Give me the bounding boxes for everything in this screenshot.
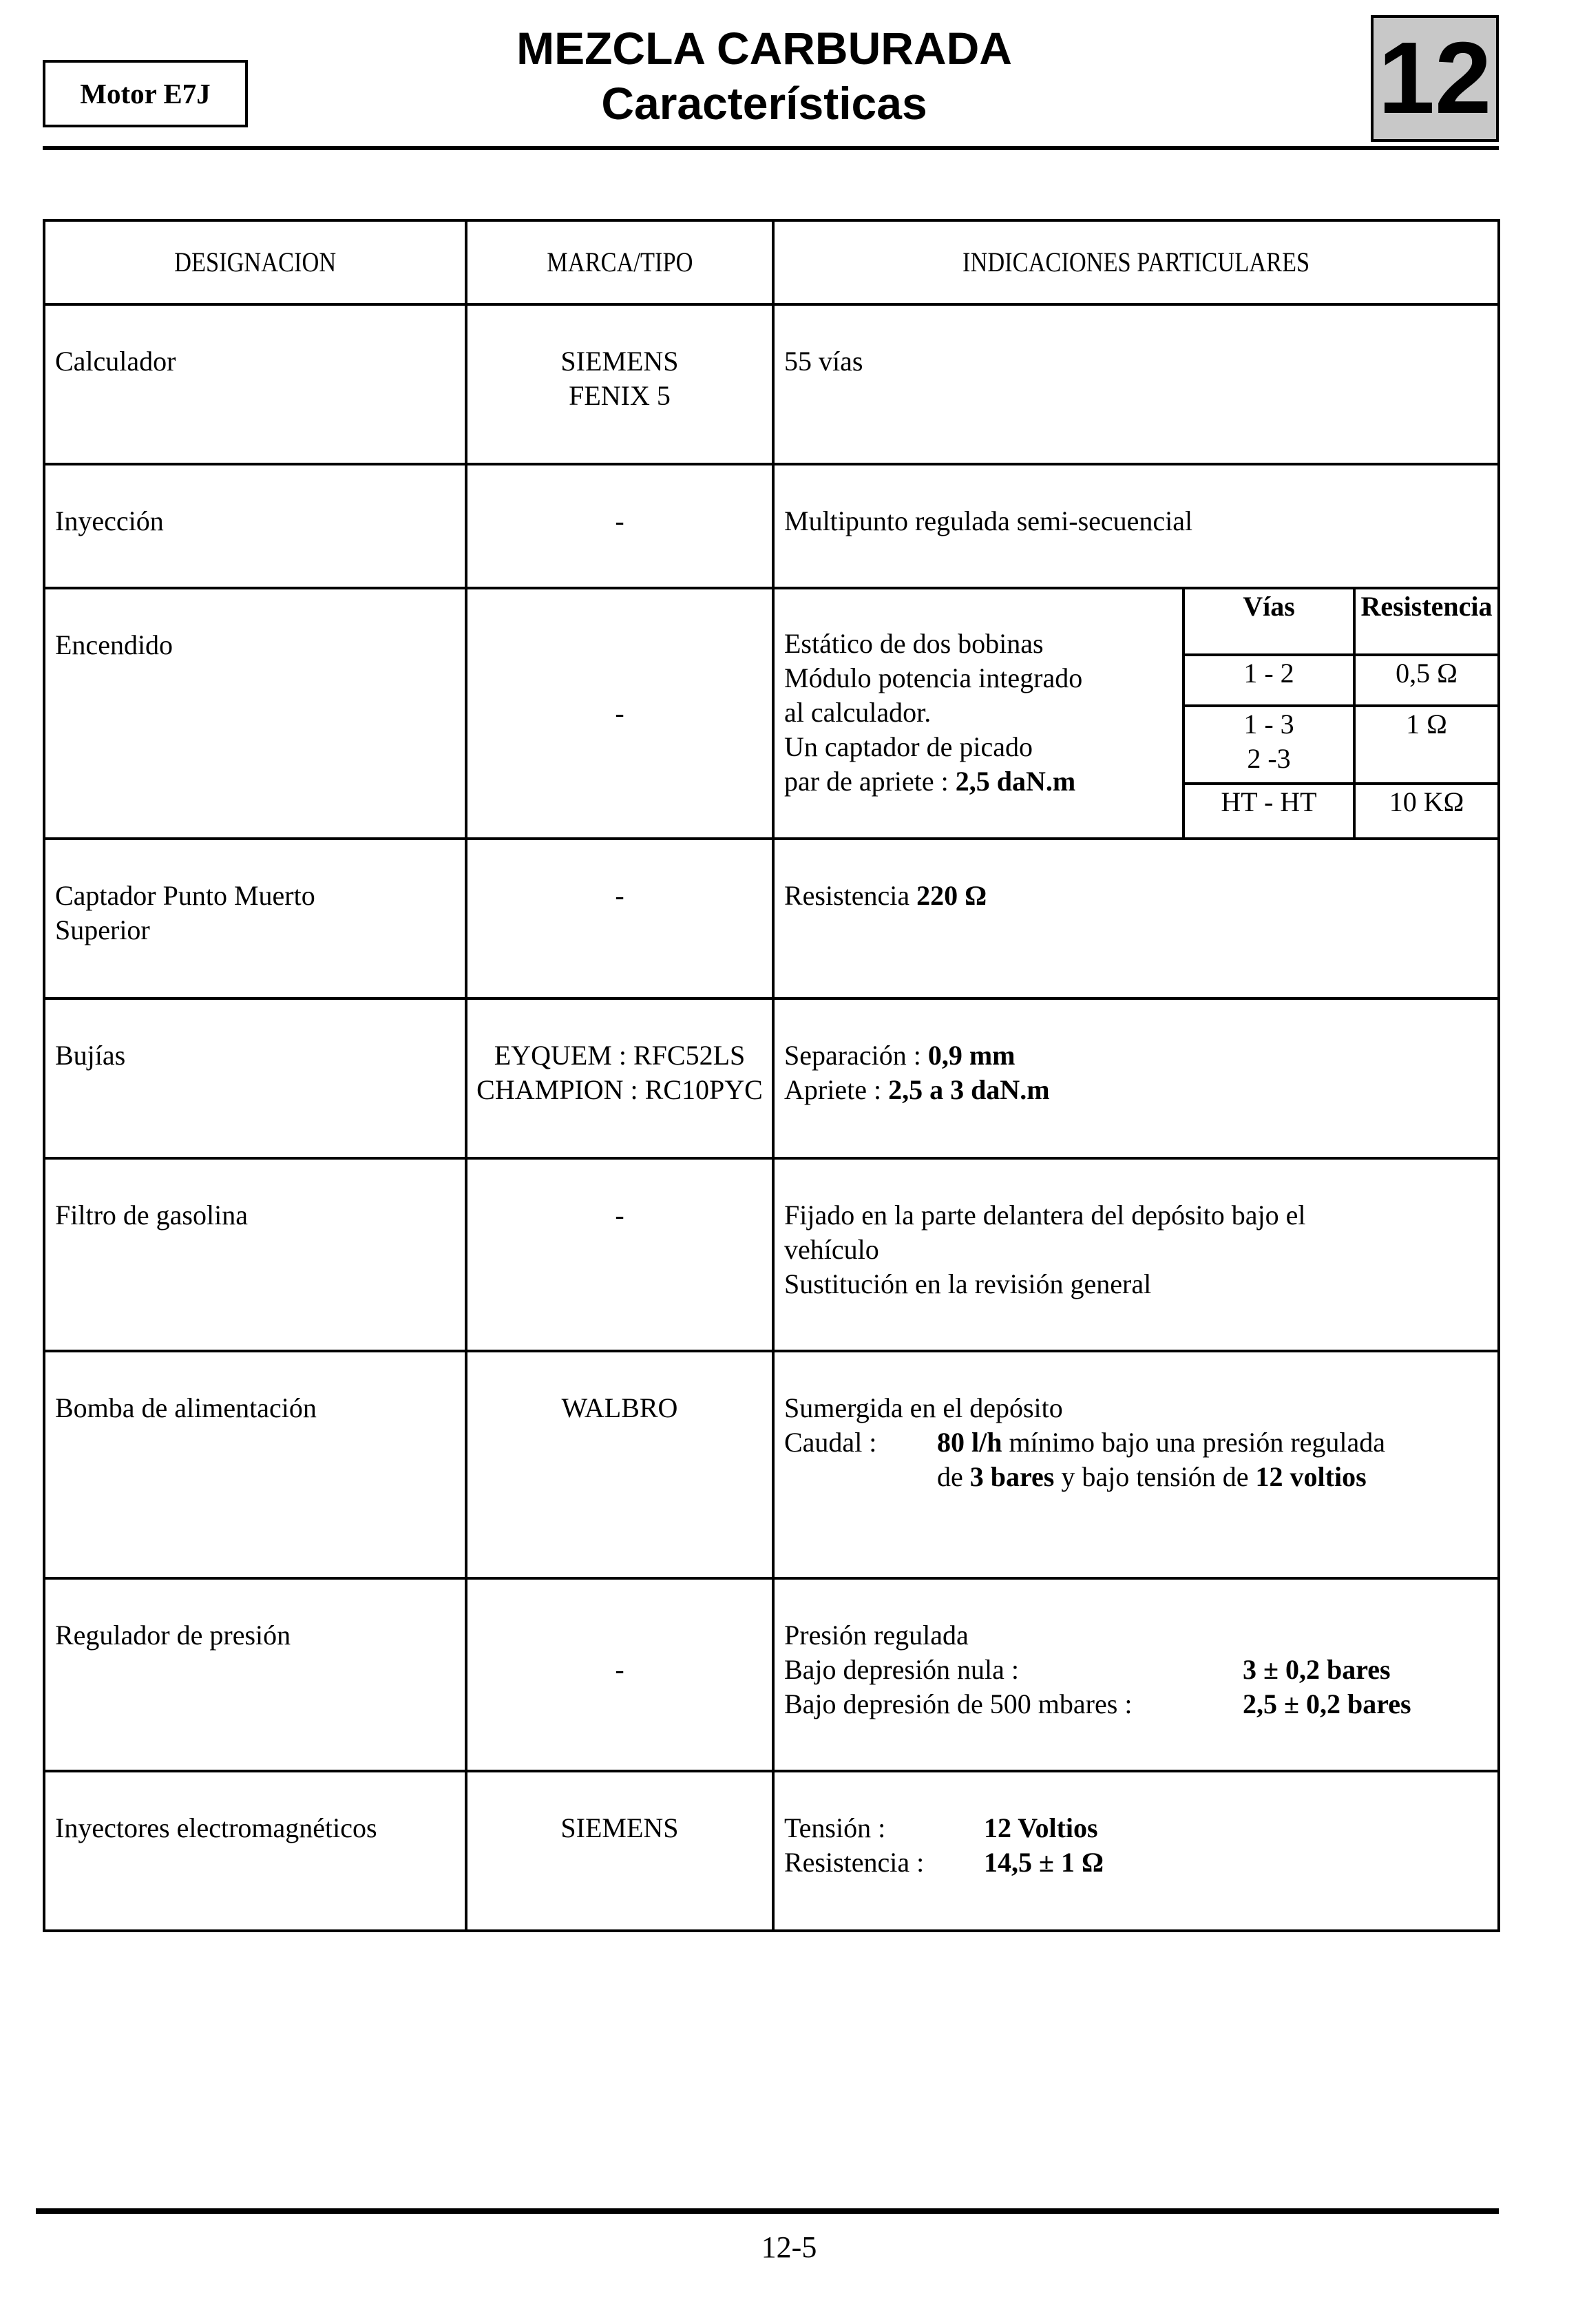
- column-header-designation: DESIGNACION: [44, 220, 466, 304]
- designation-cell: Encendido: [44, 588, 466, 839]
- resistance-row: 1 - 2 0,5 Ω: [1184, 655, 1499, 706]
- resistance-row: 1 - 3 2 -3 1 Ω: [1184, 706, 1499, 784]
- brand-cell: -: [466, 839, 773, 998]
- designation-cell: Inyección: [44, 464, 466, 588]
- column-header-details: INDICACIONES PARTICULARES: [773, 220, 1499, 304]
- table-header-row: [44, 220, 1499, 304]
- brand-cell: -: [466, 1158, 773, 1351]
- coil-resistance-table: [1182, 587, 1500, 840]
- designation-cell: Inyectores electromagnéticos: [44, 1771, 466, 1931]
- brand-cell: SIEMENS FENIX 5: [466, 304, 773, 464]
- chapter-number: 12: [1371, 15, 1499, 142]
- table-row-bomba: [44, 1351, 1499, 1578]
- designation-cell: Calculador: [44, 304, 466, 464]
- resistance-header: Resistencia: [1354, 588, 1499, 655]
- header-divider: [43, 146, 1499, 150]
- title-line-1: MEZCLA CARBURADA: [516, 23, 1012, 74]
- table-row-filtro: [44, 1158, 1499, 1351]
- details-cell: Resistencia 220 Ω: [773, 839, 1499, 998]
- ignition-description: Estático de dos bobinas Módulo potencia integrado al calculador. Un captador de picado par de apriete : 2,5 daN.m: [784, 628, 1083, 797]
- table-row-inyectores: [44, 1771, 1499, 1931]
- brand-cell: -: [466, 588, 773, 839]
- footer-divider: [36, 2208, 1499, 2214]
- brand-cell: WALBRO: [466, 1351, 773, 1578]
- table-row-regulador: [44, 1578, 1499, 1771]
- column-header-brand: MARCA/TIPO: [466, 220, 773, 304]
- page-title: [386, 21, 1143, 131]
- brand-cell: EYQUEM : RFC52LS CHAMPION : RC10PYC: [466, 998, 773, 1158]
- table-row-bujias: [44, 998, 1499, 1158]
- details-cell: Sumergida en el depósito Caudal : 80 l/h mínimo bajo una presión regulada de 3 bares y bajo tensión de 12 voltios: [773, 1351, 1499, 1578]
- title-line-2: Características: [601, 78, 927, 129]
- resistance-header-row: [1184, 588, 1499, 655]
- vias-header: Vías: [1184, 588, 1354, 655]
- designation-cell: Bujías: [44, 998, 466, 1158]
- table-row-inyeccion: [44, 464, 1499, 588]
- details-cell: Multipunto regulada semi-secuencial: [773, 464, 1499, 588]
- designation-cell: Regulador de presión: [44, 1578, 466, 1771]
- details-cell: Tensión : 12 Voltios Resistencia : 14,5 ± 1 Ω: [773, 1771, 1499, 1931]
- designation-cell: Captador Punto Muerto Superior: [44, 839, 466, 998]
- designation-cell: Filtro de gasolina: [44, 1158, 466, 1351]
- table-row-calculador: [44, 304, 1499, 464]
- details-cell: [773, 588, 1499, 839]
- table-row-encendido: [44, 588, 1499, 839]
- details-cell: Separación : 0,9 mm Apriete : 2,5 a 3 daN.m: [773, 998, 1499, 1158]
- resistance-row: HT - HT 10 KΩ: [1184, 784, 1499, 839]
- motor-label: Motor E7J: [43, 60, 248, 127]
- details-cell: 55 vías: [773, 304, 1499, 464]
- designation-cell: Bomba de alimentación: [44, 1351, 466, 1578]
- table-row-captador-pms: [44, 839, 1499, 998]
- specifications-table: [43, 219, 1500, 1932]
- page-number: 12-5: [761, 2230, 817, 2264]
- details-cell: Fijado en la parte delantera del depósito bajo el vehículo Sustitución en la revisión general: [773, 1158, 1499, 1351]
- brand-cell: -: [466, 1578, 773, 1771]
- details-cell: Presión regulada Bajo depresión nula : 3 ± 0,2 bares Bajo depresión de 500 mbares : 2,5 ± 0,2 bares: [773, 1578, 1499, 1771]
- brand-cell: SIEMENS: [466, 1771, 773, 1931]
- brand-cell: -: [466, 464, 773, 588]
